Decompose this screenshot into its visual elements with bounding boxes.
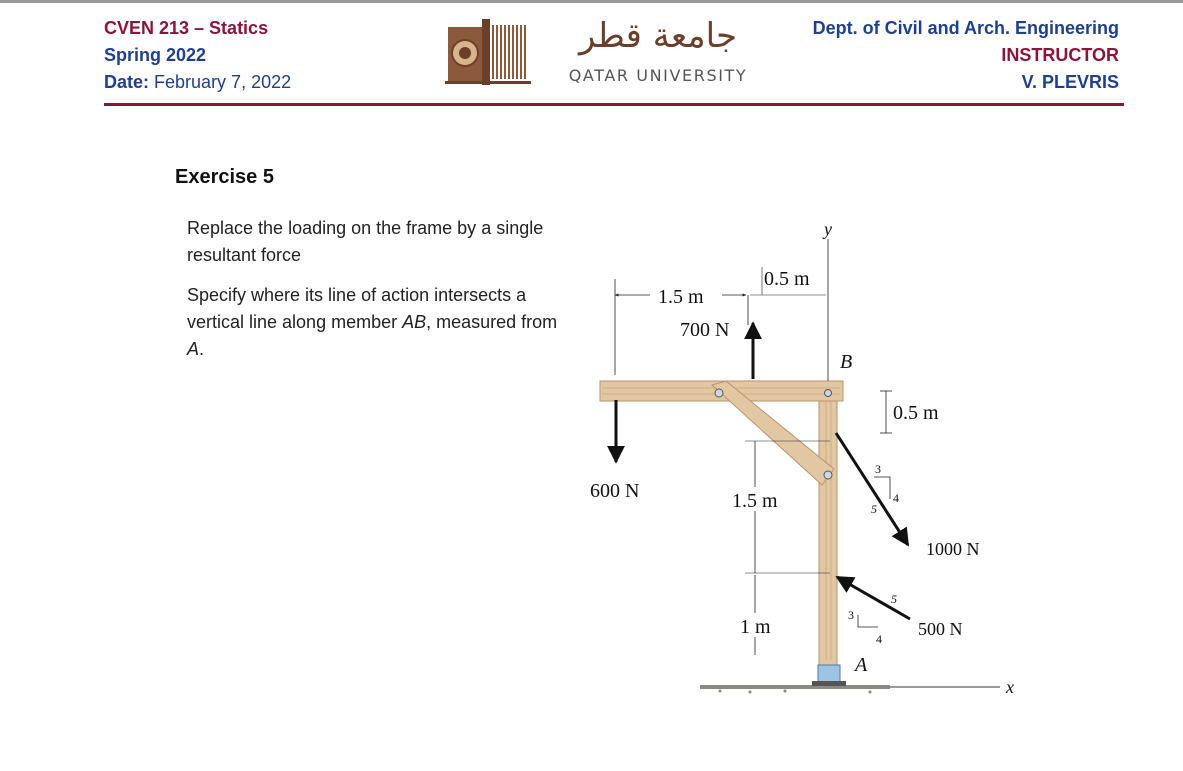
point-a: A [187, 339, 200, 359]
building-icon [445, 19, 531, 85]
dimension-1-5m-top: 1.5 m [658, 286, 704, 308]
exercise-paragraph-2 [187, 282, 567, 363]
force-600-label: 600 N [590, 480, 640, 502]
logo-english-text: QATAR UNIVERSITY [568, 66, 748, 85]
slope-500-a: 3 [848, 608, 854, 622]
slope-1000-a: 3 [875, 462, 881, 476]
exercise-title: Exercise 5 [175, 166, 274, 188]
dimension-1-5m-vertical: 1.5 m [732, 490, 778, 512]
dimension-0-5m-top: 0.5 m [764, 268, 810, 290]
member-ab: AB [402, 312, 427, 332]
dimension-0-5m-right: 0.5 m [893, 402, 939, 424]
header-divider [104, 103, 1124, 106]
force-1000-label: 1000 N [926, 539, 980, 559]
frame-diagram [590, 215, 1040, 710]
instructor-name: V. PLEVRIS [1021, 72, 1119, 92]
date-label: Date: [104, 72, 150, 92]
semester: Spring 2022 [104, 45, 207, 65]
slope-500-c: 5 [891, 592, 897, 606]
axis-x-label: x [1006, 677, 1014, 697]
force-700-label: 700 N [680, 319, 730, 341]
paragraph-2-text: Specify where its line of action intersects a vertical line along member [187, 285, 527, 332]
course-code: CVEN 213 – Statics [104, 18, 269, 38]
label-a: A [855, 654, 868, 676]
logo-arabic-text: جامعة قطر [579, 16, 737, 56]
date-value: February 7, 2022 [154, 72, 292, 92]
force-1000-arrow [836, 433, 908, 545]
pin-brace-bottom [824, 471, 832, 479]
department: Dept. of Civil and Arch. Engineering [812, 18, 1119, 38]
ground [700, 687, 1000, 694]
slope-1000-c: 5 [871, 502, 877, 516]
date-line [104, 69, 291, 96]
paragraph-2-mid: , measured from [426, 312, 558, 332]
label-b: B [840, 351, 853, 373]
force-500-label: 500 N [918, 619, 963, 639]
instructor-info [813, 15, 1119, 96]
course-info [104, 15, 291, 96]
top-border [0, 0, 1183, 3]
pin-brace-top [715, 389, 723, 397]
axis-y-label: y [824, 219, 832, 239]
dimension-1m: 1 m [740, 616, 771, 638]
pin-b [825, 390, 832, 397]
exercise-paragraph-1: Replace the loading on the frame by a single resultant force [187, 218, 544, 265]
instructor-role: INSTRUCTOR [1001, 45, 1119, 65]
member-ab-beam [819, 395, 837, 665]
slope-500-b: 4 [876, 632, 882, 646]
paragraph-2-end: . [199, 339, 205, 359]
slope-1000-b: 4 [893, 491, 899, 505]
support-a [812, 665, 846, 686]
